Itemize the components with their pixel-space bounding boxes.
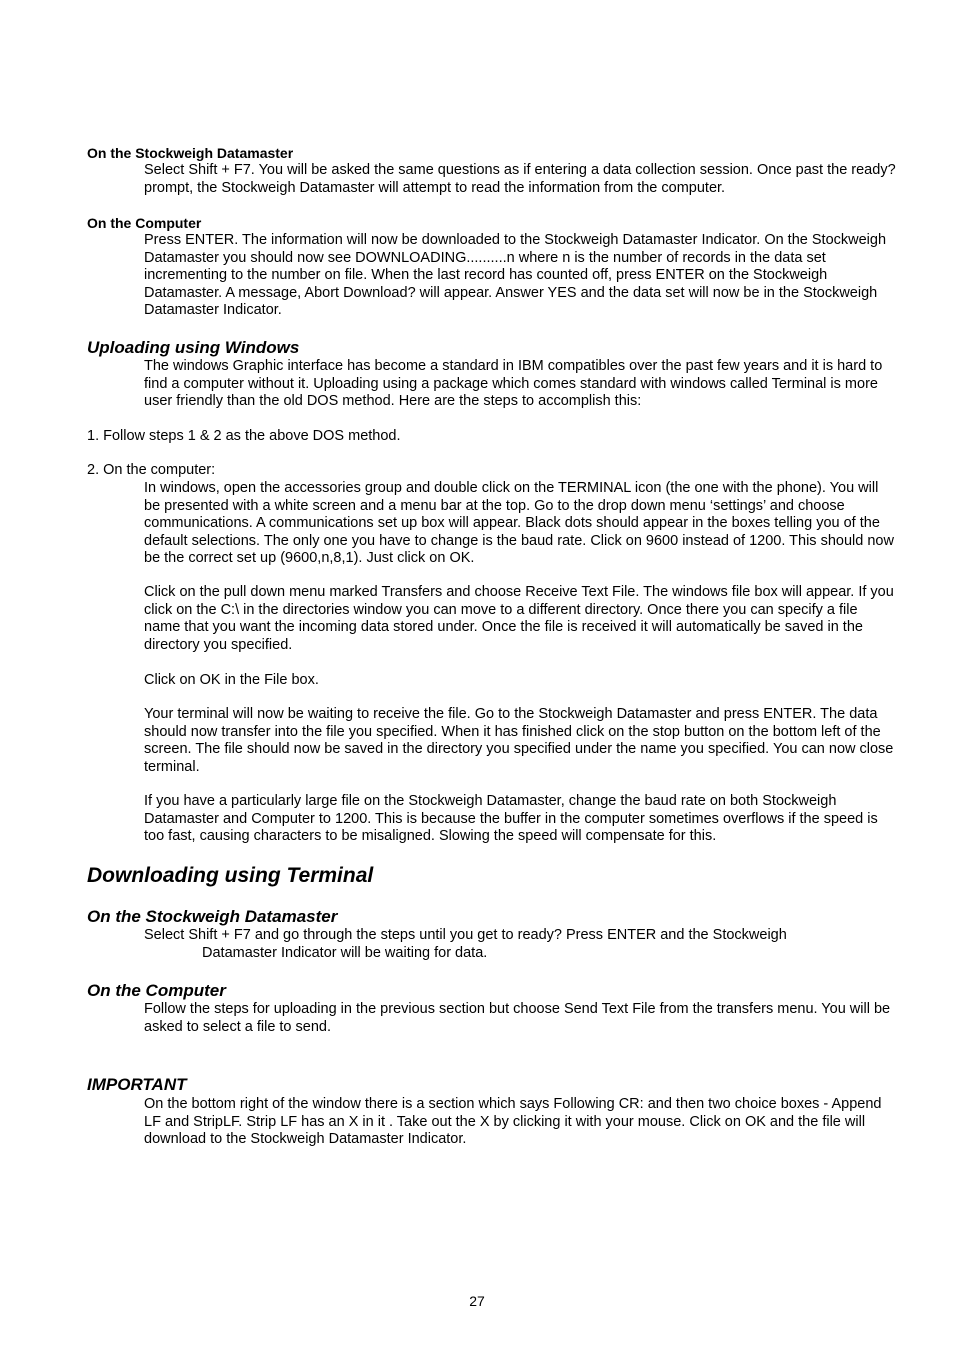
step-1: 1. Follow steps 1 & 2 as the above DOS method.: [87, 428, 401, 444]
step-2-paragraph-1: In windows, open the accessories group and double click on the TERMINAL icon (the one with the phone). You will be presented with a white screen and a menu bar at the top. Go to the drop down menu ‘settings’ and choose communications. A communications set up box will appear. Black dots should appear in the boxes telling you of the default selections. The only one you have to change is the baud rate. Click on 9600 instead of 1200. This should now be the correct set up (9600,n,8,1). Just click on OK.: [144, 480, 894, 566]
heading-stockweigh-upload: On the Stockweigh Datamaster: [87, 145, 294, 161]
heading-stockweigh-download: On the Stockweigh Datamaster: [87, 907, 338, 926]
paragraph-important: On the bottom right of the window there is a section which says Following CR: and then two choice boxes - Append LF and StripLF. Strip LF has an X in it . Take out the X by clicking it with your mouse. Click on OK and the file will download to the Stockweigh Datamaster Indicator.: [144, 1096, 882, 1147]
step-2-paragraph-4: Your terminal will now be waiting to receive the file. Go to the Stockweigh Datamaster and press ENTER. The data should now transfer into the file you specified. When it has finished click on the stop button on the bottom left of the screen. The file should now be saved in the directory you specified under the name you specified. You can now close terminal.: [144, 706, 894, 775]
heading-downloading-terminal: Downloading using Terminal: [87, 864, 374, 887]
paragraph-line-indented: Datamaster Indicator will be waiting for data.: [202, 944, 488, 961]
paragraph-line: Select Shift + F7 and go through the steps until you get to ready? Press ENTER and the Stockweigh: [144, 927, 787, 943]
step-2-paragraph-2: Click on the pull down menu marked Transfers and choose Receive Text File. The windows file box will appear. If you click on the C:\ in the directories window you can move to a different directory. Once there you can specify a file name that you want the incoming data stored under. Once the file is received it will automatically be saved in the directory you specified.: [144, 584, 894, 653]
heading-uploading-windows: Uploading using Windows: [87, 338, 300, 357]
heading-important: IMPORTANT: [87, 1075, 187, 1094]
paragraph-computer-upload: Press ENTER. The information will now be downloaded to the Stockweigh Datamaster Indicator. On the Stockweigh Datamaster you should now see DOWNLOADING..........n where n is the number of records in the data set incrementing to the number on file. When the last record has counted off, press ENTER on the Stockweigh Datamaster. A message, Abort Download? will appear. Answer YES and the data set will now be in the Stockweigh Datamaster Indicator.: [144, 232, 887, 318]
paragraph-stockweigh-download: [144, 927, 896, 962]
heading-computer-upload: On the Computer: [87, 215, 202, 231]
step-2-paragraph-3: Click on OK in the File box.: [144, 672, 319, 688]
page-number: 27: [469, 1293, 485, 1309]
paragraph-uploading-windows: The windows Graphic interface has become a standard in IBM compatibles over the past few years and it is hard to find a computer without it. Uploading using a package which comes standard with windows called Terminal is more user friendly than the old DOS method. Here are the steps to accomplish this:: [144, 358, 883, 409]
step-2-paragraph-5: If you have a particularly large file on the Stockweigh Datamaster, change the baud rate on both Stockweigh Datamaster and Computer to 1200. This is because the buffer in the computer sometimes overflows if the speed is too fast, causing characters to be misaligned. Slowing the speed will compensate for this.: [144, 793, 878, 844]
heading-computer-download: On the Computer: [87, 981, 226, 1000]
paragraph-stockweigh-upload: Select Shift + F7. You will be asked the same questions as if entering a data collection session. Once past the ready? prompt, the Stockweigh Datamaster will attempt to read the information from the computer.: [144, 162, 896, 196]
step-2: 2. On the computer:: [87, 462, 216, 478]
paragraph-computer-download: Follow the steps for uploading in the previous section but choose Send Text File from the transfers menu. You will be asked to select a file to send.: [144, 1001, 891, 1035]
